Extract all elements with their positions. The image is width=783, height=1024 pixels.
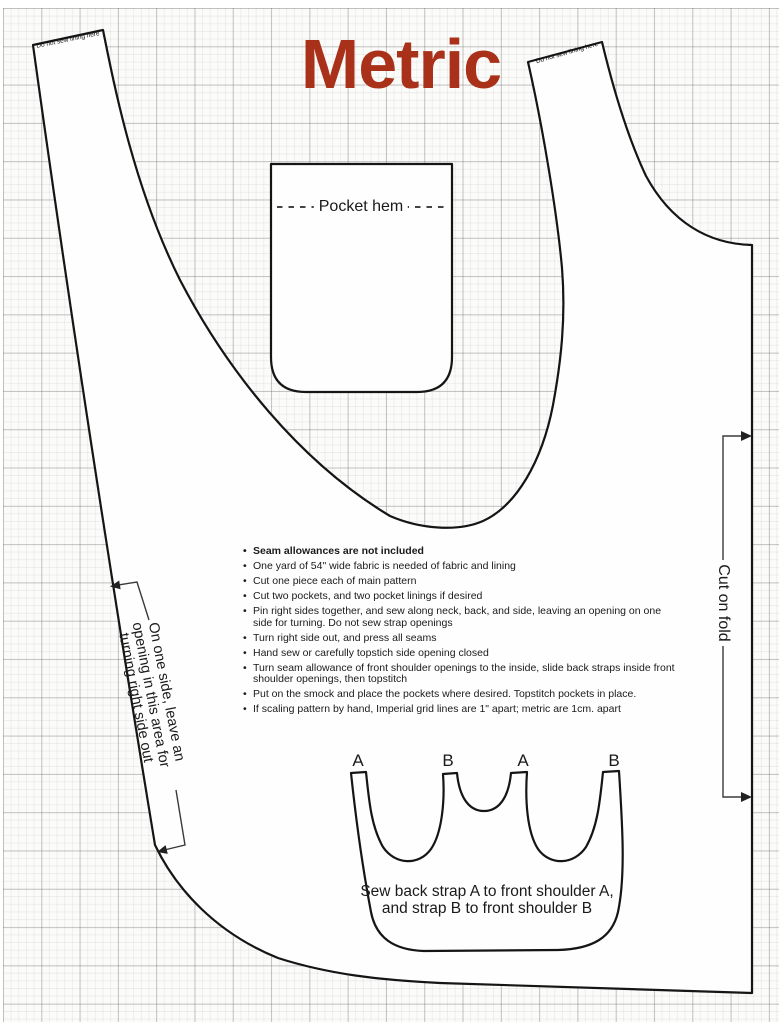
instruction-item — [243, 606, 675, 629]
instruction-text: Turn right side out, and press all seams — [253, 631, 437, 644]
bullet-icon: • — [243, 545, 247, 557]
instruction-item — [243, 633, 675, 645]
instruction-text: If scaling pattern by hand, Imperial grid lines are 1" apart; metric are 1cm. apart — [253, 703, 621, 715]
instruction-text: Cut two pockets, and two pocket linings if desired — [253, 590, 483, 602]
bullet-icon: • — [243, 703, 247, 715]
bullet-icon: • — [243, 560, 247, 572]
instruction-item — [243, 546, 675, 558]
instruction-text: One yard of 54" wide fabric is needed of fabric and lining — [253, 560, 516, 572]
instruction-text: Put on the smock and place the pockets where desired. Topstitch pockets in place. — [253, 688, 637, 700]
page-title: Metric — [300, 25, 502, 103]
instructions-list — [243, 546, 675, 719]
instruction-text: Turn seam allowance of front shoulder openings to the inside, slide back straps inside front shoulder openings, then topstitch — [253, 661, 675, 685]
strap-label-a: A — [352, 751, 364, 770]
bullet-icon: • — [243, 590, 247, 602]
bullet-icon: • — [243, 631, 247, 644]
instruction-item — [243, 663, 675, 686]
bullet-icon: • — [243, 661, 247, 674]
strap-label-b: B — [608, 751, 620, 770]
instruction-text: Hand sew or carefully topstich side opening closed — [253, 646, 489, 659]
instruction-item — [243, 689, 675, 701]
instruction-item — [243, 561, 675, 573]
bullet-icon: • — [243, 646, 247, 659]
instruction-item — [243, 648, 675, 660]
strap-label-b: B — [442, 751, 454, 770]
side-opening-note: On one side, leave an opening in this area for turning right side out — [115, 620, 188, 769]
pocket-hem-label: Pocket hem — [314, 198, 408, 216]
instruction-item — [243, 576, 675, 588]
strap-sewing-caption: Sew back strap A to front shoulder A, and strap B to front shoulder B — [360, 883, 614, 917]
instruction-text: Cut one piece each of main pattern — [253, 575, 417, 587]
bullet-icon: • — [243, 605, 247, 617]
cut-on-fold-label: Cut on fold — [715, 564, 732, 642]
do-not-sew-note-left: Do not sew lining here — [35, 30, 101, 50]
instruction-text: Seam allowances are not included — [253, 545, 424, 557]
bullet-icon: • — [243, 688, 247, 700]
strap-label-a: A — [517, 751, 529, 770]
instruction-text: Pin right sides together, and sew along neck, back, and side, leaving an opening on one side for turning. Do not sew strap openings — [253, 605, 662, 629]
instruction-item — [243, 591, 675, 603]
do-not-sew-note-right: Do not sew lining here — [535, 40, 599, 66]
instruction-item — [243, 704, 675, 716]
bullet-icon: • — [243, 575, 247, 587]
